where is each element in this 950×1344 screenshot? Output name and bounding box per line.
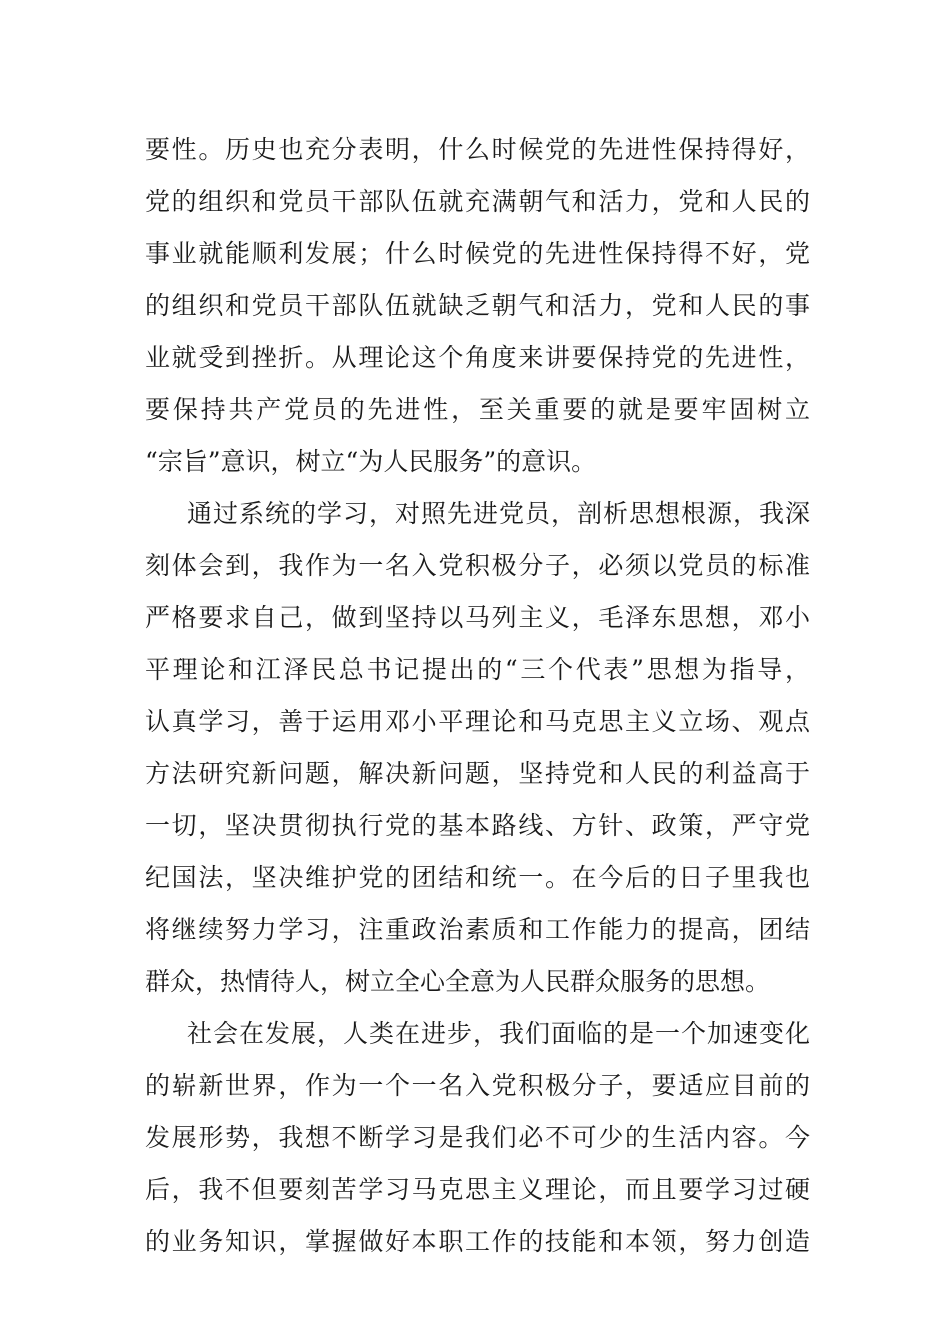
text-line: 通过系统的学习，对照先进党员，剖析思想根源，我深 bbox=[187, 499, 810, 528]
text-line: 的组织和党员干部队伍就缺乏朝气和活力，党和人民的事 bbox=[145, 291, 810, 320]
text-line: 发展形势，我想不断学习是我们必不可少的生活内容。今 bbox=[145, 1123, 810, 1152]
text-line: 社会在发展，人类在进步，我们面临的是一个加速变化 bbox=[187, 1019, 810, 1048]
paragraph-2 bbox=[145, 488, 810, 1008]
text-line: 要保持共产党员的先进性，至关重要的就是要牢固树立 bbox=[145, 395, 810, 424]
text-line: 要性。历史也充分表明，什么时候党的先进性保持得好， bbox=[145, 135, 810, 164]
text-line: 的崭新世界，作为一个一名入党积极分子，要适应目前的 bbox=[145, 1071, 810, 1100]
text-line: 党的组织和党员干部队伍就充满朝气和活力，党和人民的 bbox=[145, 187, 810, 216]
text-line: 纪国法，坚决维护党的团结和统一。在今后的日子里我也 bbox=[145, 863, 810, 892]
text-line: 方法研究新问题，解决新问题，坚持党和人民的利益高于 bbox=[145, 759, 810, 788]
text-line: 将继续努力学习，注重政治素质和工作能力的提高，团结 bbox=[145, 915, 810, 944]
body-text bbox=[145, 124, 810, 1268]
text-line: 的业务知识，掌握做好本职工作的技能和本领，努力创造 bbox=[145, 1227, 810, 1256]
text-line: 认真学习，善于运用邓小平理论和马克思主义立场、观点 bbox=[145, 707, 810, 736]
text-line: 业就受到挫折。从理论这个角度来讲要保持党的先进性， bbox=[145, 343, 810, 372]
text-line: 平理论和江泽民总书记提出的“三个代表”思想为指导， bbox=[145, 655, 810, 684]
text-line: 一切，坚决贯彻执行党的基本路线、方针、政策，严守党 bbox=[145, 811, 810, 840]
text-line: 后，我不但要刻苦学习马克思主义理论，而且要学习过硬 bbox=[145, 1175, 810, 1204]
text-line: 事业就能顺利发展；什么时候党的先进性保持得不好，党 bbox=[145, 239, 810, 268]
text-line: 群众，热情待人，树立全心全意为人民群众服务的思想。 bbox=[145, 967, 771, 996]
text-line: 刻体会到，我作为一名入党积极分子，必须以党员的标准 bbox=[145, 551, 810, 580]
paragraph-1 bbox=[145, 124, 810, 488]
text-line: 严格要求自己，做到坚持以马列主义，毛泽东思想，邓小 bbox=[145, 603, 810, 632]
paragraph-3 bbox=[145, 1008, 810, 1268]
text-line: “宗旨”意识，树立“为人民服务”的意识。 bbox=[145, 447, 597, 476]
